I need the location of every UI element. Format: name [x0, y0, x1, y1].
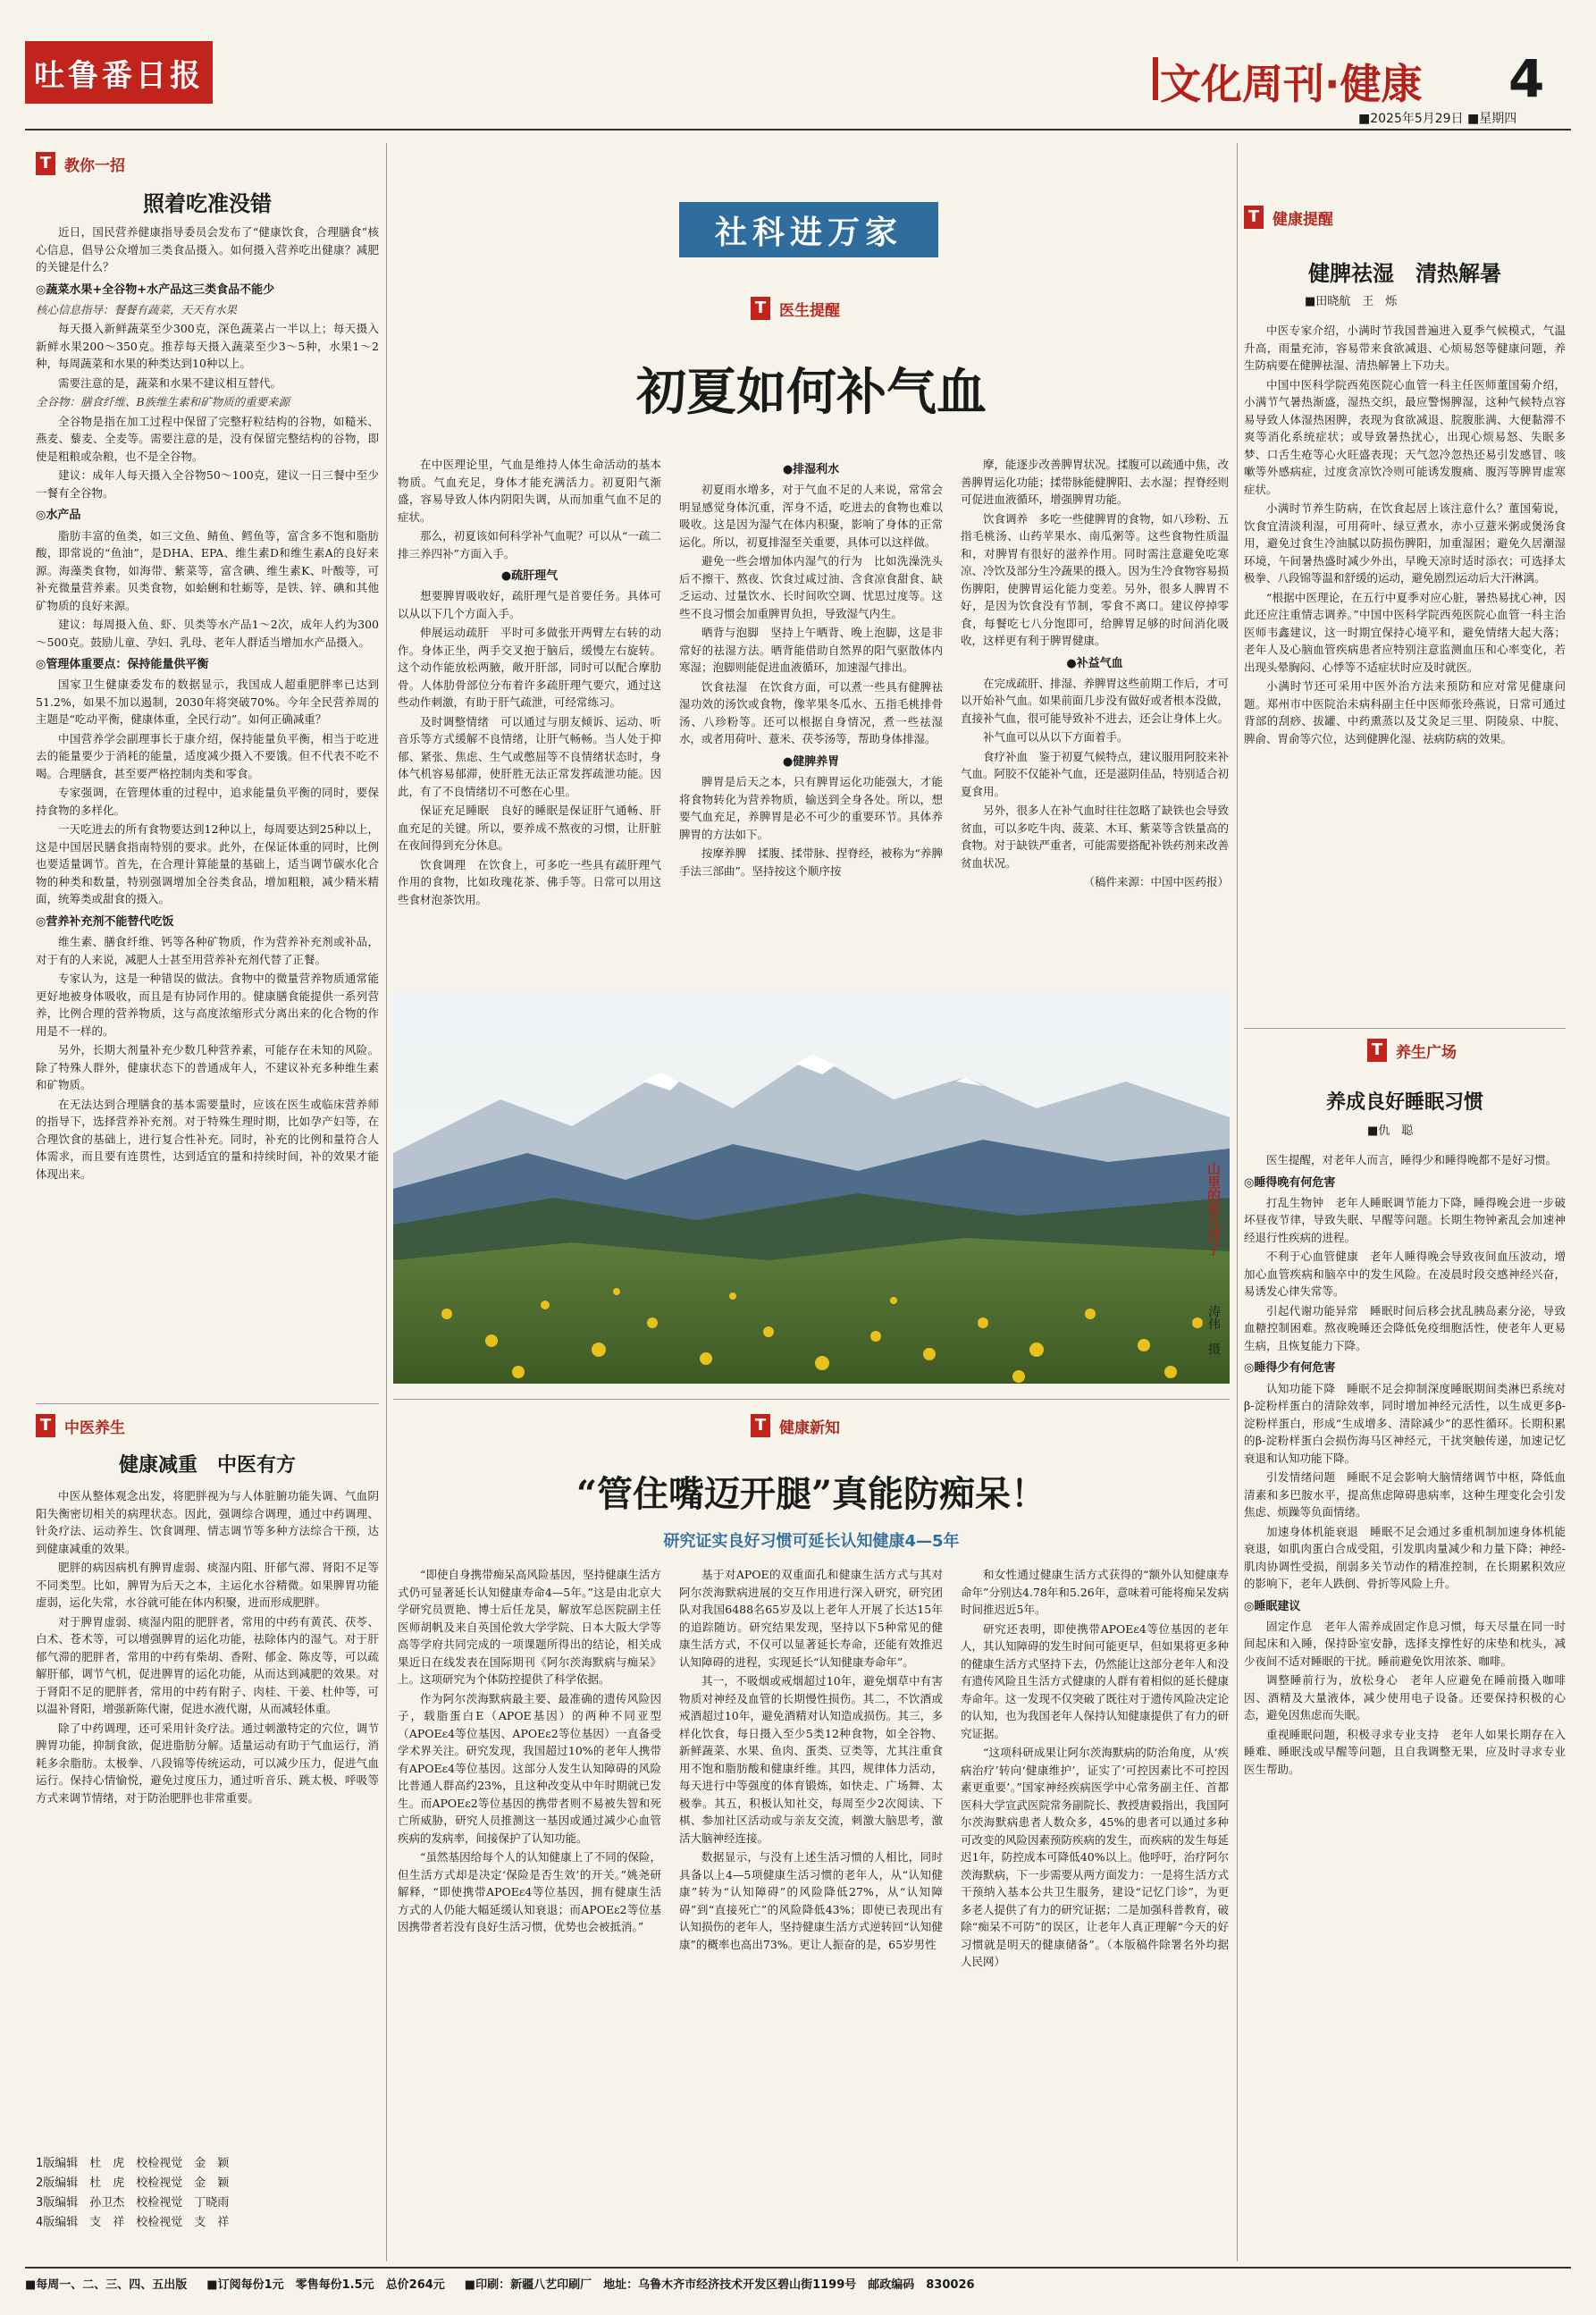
paragraph: 需要注意的是，蔬菜和水果不建议相互替代。 — [58, 375, 282, 390]
footer-print: ■印刷：新疆八艺印刷厂 地址：乌鲁木齐市经济技术开发区碧山街1199号 邮政编码 830026 — [464, 2278, 975, 2292]
section-title: 文化周刊·健康 — [1160, 60, 1423, 108]
paragraph: 在中医理论里，气血是维持人体生命活动的基本物质。气血充足，身体才能充满活力。初夏阳气渐盛，容易导致人体内阴阳失调，从而加重气血不足的症状。 — [398, 458, 661, 524]
paragraph: 作为阿尔茨海默病最主要、最准确的遗传风险因子，载脂蛋白E（APOE基因）的两种不同亚型（APOEε4等位基因、APOEε2等位基因）一直备受学术界关注。研究发现，我国超过10%的老年人携带有APOEε4等位基因。这部分人发生认知障碍的风险比普通人群高约23%，且这种改变从中年时期就已发生。而APOEε2等位基因的携带者则不易被失智和死亡所威胁，研究人员推测这一基因或通过减少心血管疾病的发病率，间接保护了认知功能。 — [398, 1691, 661, 1845]
tag-label: 医生提醒 — [779, 301, 840, 320]
tag-label: 健康新知 — [779, 1418, 840, 1437]
subheading: ◎蔬菜水果+全谷物+水产品这三类食品不能少 — [36, 282, 275, 297]
landscape-photo — [393, 992, 1230, 1384]
editor-credits — [36, 2154, 357, 2233]
article-title: 健康减重 中医有方 — [118, 1454, 296, 1477]
paragraph: 一天吃进去的所有食物要达到12种以上，每周要达到25种以上，这是中国居民膳食指南特别的要求。此外，在保证体重的同时，比例也要适量调节。首先，在合理计算能量的基础上，适当调节碳水化合物的种类和数量，特别强调增加全谷类食品，增加粗粮，减少精米精面，统筹类或甜食的摄入。 — [36, 822, 379, 906]
paragraph: 数据显示，与没有上述生活习惯的人相比，同时具备以上4—5项健康生活习惯的老年人，从“认知健康”转为“认知障碍”的风险降低27%，从“认知障碍”到“直接死亡”的风险降低43%；即使已表现出有认知损伤的老年人，坚持健康生活方式逆转回“认知健康”的概率也高出73%。更让人振奋的是，65岁男性 — [679, 1850, 943, 1951]
tag-label: 中医养生 — [64, 1418, 125, 1437]
section-tag — [751, 1412, 983, 1439]
article-column — [398, 456, 661, 983]
footer-publish: ■每周一、二、三、四、五出版 — [25, 2278, 188, 2292]
tag-label: 教你一招 — [64, 156, 125, 175]
subheading: ◎睡得少有何危害 — [1244, 1361, 1336, 1376]
paragraph: 每天摄入新鲜蔬菜至少300克，深色蔬菜占一半以上；每天摄入新鲜水果200～350克。推荐每天摄入蔬菜至少3～5种，水果1～2种，每周蔬菜和水果的种类达到10种以上。 — [36, 322, 379, 371]
paragraph: 及时调整情绪 可以通过与朋友倾诉、运动、听音乐等方式缓解不良情绪，让肝气畅畅。当人处于抑郁、紧张、焦虑、生气或憋屈等不良情绪状态时，身体气机容易郁滞，使肝胜无法正常发挥疏泄功能。因此，有了不良情绪切不可憋在心里。 — [398, 714, 661, 798]
section-divider — [393, 1399, 1230, 1400]
subheading: ●健脾养胃 — [782, 754, 840, 769]
paragraph: 认知功能下降 睡眠不足会抑制深度睡眠期间类淋巴系统对β-淀粉样蛋白的清除效率，同时增加神经元活性，以生成更多β-淀粉样蛋白，形成“生成增多、清除减少”的恶性循环。长期积累的β-淀粉样蛋白会损伤海马区神经元，干扰突触传递，加速记忆衰退和认知功能下降。 — [1244, 1381, 1566, 1465]
paragraph: 摩，能逐步改善脾胃状况。揉腹可以疏通中焦，改善脾胃运化功能；揉带脉能健脾阳、去水湿；捏脊经则可促进血液循环，增强脾胃功能。 — [961, 458, 1229, 506]
paragraph: 调整睡前行为，放松身心 老年人应避免在睡前摄入咖啡因、酒精及大量液体，减少使用电子设备。还要保持积极的心态，避免因焦虑而失眠。 — [1244, 1673, 1566, 1722]
section-tag — [1367, 1037, 1566, 1064]
section-divider — [36, 1403, 379, 1404]
tag-label: 健康提醒 — [1273, 210, 1333, 229]
article-column — [961, 1566, 1229, 2259]
subheading: ◎睡得晚有何危害 — [1244, 1175, 1336, 1190]
paragraph: 维生素、膳食纤维、钙等各种矿物质，作为营养补充剂或补品，对于有的人来说，减肥人士甚至用营养补充剂代替了正餐。 — [36, 935, 379, 966]
paragraph: 引起代谢功能异常 睡眠时间后移会扰乱胰岛素分泌，导致血糖控制困难。熬夜晚睡还会降低免疫细胞活性，使老年人更易生病，且恢复能力下降。 — [1244, 1303, 1566, 1352]
subheading: ●补益气血 — [1066, 656, 1123, 670]
subheading: ●排湿利水 — [782, 463, 840, 476]
article-byline: ■仇 聪 — [1367, 1124, 1414, 1138]
issue-date: ■2025年5月29日 ■星期四 — [1358, 112, 1517, 126]
footer-rule — [25, 2267, 1571, 2269]
paragraph: 和女性通过健康生活方式获得的“额外认知健康寿命年”分别达4.78年和5.26年，意味着可能将痴呆发病时间推迟近5年。 — [961, 1568, 1229, 1616]
tag-t-icon: T — [751, 297, 770, 320]
paragraph: 不利于心血管健康 老年人睡得晚会导致夜间血压波动，增加心血管疾病和脑卒中的发生风险。在凌晨时段交感神经兴奋，易诱发心律失常等。 — [1244, 1250, 1566, 1299]
footer — [25, 2275, 1571, 2294]
paragraph: “即使自身携带痴呆高风险基因，坚持健康生活方式仍可显著延长认知健康寿命4—5年。”这是由北京大学研究员贾艳、博士后任龙昊，解放军总医院副主任医师胡帆及来自英国伦敦大学学院、日本大阪大学等高等学府共同完成的一项课题所得出的结论，相关成果近日在线发表在国际期刊《阿尔茨海默病与痴呆》上。这项研究为个体防控提供了科学依据。 — [398, 1568, 661, 1686]
paragraph: 脂肪丰富的鱼类，如三文鱼、鲭鱼、鳕鱼等，富含多不饱和脂肪酸，即常说的“鱼油”，是DHA、EPA、维生素D和维生素A的良好来源。海藻类食物，如海带、紫菜等，富含碘、维生素K、叶酸等，可补充微量营养素。贝类食物，如蛤蜊和牡蛎等，是铁、锌、碘和其他矿物质的良好来源。 — [36, 528, 379, 612]
article-title: 养成良好睡眠习惯 — [1325, 1091, 1483, 1114]
article-title: 照着吃准没错 — [143, 191, 272, 216]
paragraph: “这项科研成果让阿尔茨海默病的防治角度，从‘疾病治疗’转向‘健康维护’，证实了‘可控因素比不可控因素更重要’。”国家神经疾病医学中心常务副主任、首都医科大学宣武医院常务副院长、教授唐毅指出，我国阿尔茨海默病患者人数众多，45%的患者可以通过多种可改变的风险因素预防疾病的发生，而疾病的发生每延迟1年，防控成本可降低40%以上。他呼吁，治疗阿尔茨海默病，下一步需要从两方面发力：一是将生活方式干预纳入基本公共卫生服务，建设“记忆门诊”，为更多老人提供了有力的研究证据；二是加强科普教育，破除“痴呆不可防”的误区，让老年人真正理解“今天的好习惯就是明天的健康储备”。（本版稿件除署名外均据人民网） — [961, 1746, 1229, 1968]
paragraph: 重视睡眠问题，积极寻求专业支持 老年人如果长期存在入睡难、睡眠浅或早醒等问题，且自我调整无果，应及时寻求专业医生帮助。 — [1244, 1727, 1566, 1776]
paragraph: 引发情绪问题 睡眠不足会影响大脑情绪调节中枢，降低血清素和多巴胺水平，提高焦虑障碍患病率，这种生理变化会引发焦虑、烦躁等负面情绪。 — [1244, 1470, 1566, 1519]
photo-credit: 涛伟 摄 — [1206, 1305, 1221, 1355]
paragraph: 建议：每周摄入鱼、虾、贝类等水产品1～2次，成年人约为300～500克。鼓励儿童、孕妇、乳母、老年人群适当增加水产品摄入。 — [36, 618, 379, 649]
article-body — [36, 223, 379, 1394]
paragraph: 饮食祛湿 在饮食方面，可以煮一些具有健脾祛湿功效的汤饮或食物，像苹果冬瓜水、五指毛桃排骨汤、八珍粉等。还可以根据自身情况，煮一些祛湿水，或者用荷叶、薏米、茯苓汤等，帮助身体排湿。 — [679, 679, 943, 746]
article-title: “管住嘴迈开腿”真能防痴呆！ — [575, 1473, 1046, 1515]
paragraph: 食疗补血 鉴于初夏气候特点，建议服用阿胶来补气血。阿胶不仅能补气血，还是滋阴佳品，特别适合初夏食用。 — [961, 749, 1229, 798]
paragraph: 另外，很多人在补气血时往往忽略了缺铁也会导致贫血，可以多吃牛肉、菠菜、木耳、紫菜等含铁量高的食物。对于缺铁严重者，可能需要搭配补铁药剂来改善贫血状况。 — [961, 804, 1229, 870]
section-divider — [1244, 1028, 1566, 1029]
article-title: 健脾祛湿 清热解暑 — [1308, 261, 1501, 286]
section-tag — [36, 150, 379, 177]
column-banner: 社科进万家 — [679, 202, 938, 257]
subheading: ◎睡眠建议 — [1244, 1599, 1301, 1613]
subheading: ◎水产品 — [36, 509, 81, 523]
paragraph: 近日，国民营养健康指导委员会发布了“健康饮食，合理膳食”核心信息，倡导公众增加三类食品摄入。如何摄入营养吃出健康？减肥的关键是什么？ — [36, 225, 379, 274]
paragraph: 专家认为，这是一种错误的做法。食物中的微量营养物质通常能更好地被身体吸收，而且是有协同作用的。健康膳食能提供一系列营养，比例合理的营养物质，这与高度浓缩形式分离出来的化合物的作用是不一样的。 — [36, 972, 379, 1038]
paragraph: 中国营养学会副理事长于康介绍，保持能量负平衡，相当于吃进去的能量要少于消耗的能量，适度减少摄入不要饿。但不代表不吃不喝。合理膳食，甚至要严格控制肉类和零食。 — [36, 731, 379, 780]
paragraph: 小满时节还可采用中医外治方法来预防和应对常见健康问题。郑州市中医院治未病科副主任中医师张玲燕说，日常可通过背部的刮痧、拔罐、中药熏蒸以及艾灸足三里、阴陵泉、中脘、脾俞、胃俞等穴位，达到健脾化湿、祛病防病的效果。 — [1244, 679, 1566, 745]
paragraph: “虽然基因给每个人的认知健康上了不同的保险，但生活方式却是决定‘保险是否生效’的开关。”姚尧研解释，“即使携带APOEε4等位基因，拥有健康生活方式的人仍能大幅延缓认知衰退；而APOEε2等位基因携带者若没有良好生活习惯，优势也会被抵消。” — [398, 1850, 661, 1933]
paragraph: 在无法达到合理膳食的基本需要量时，应该在医生或临床营养师的指导下，选择营养补充剂。对于特殊生理时期，比如孕产妇等，在合理饮食的基础上，进行复合性补充。同时，补充的比例和量符合人体需求，而且要有连贯性，达到适宜的量和持续时间，补的效果才能体现出来。 — [36, 1097, 379, 1181]
paragraph: 专家强调，在管理体重的过程中，追求能量负平衡的同时，要保持食物的多样化。 — [36, 786, 379, 817]
subheading: ●疏肝理气 — [500, 569, 559, 583]
paragraph: 对于脾胃虚弱、痰湿内阻的肥胖者，常用的中药有黄芪、茯苓、白术、苍术等，可以增强脾胃的运化功能，祛除体内的湿气。对于肝郁气滞的肥胖者，常用的中药有柴胡、香附、郁金、陈皮等，可以疏解肝郁，调节气机，促进脾胃的运化功能，从而达到减肥的效果。对于肾阳不足的肥胖者，常用的中药有附子、肉桂、干姜、杜仲等，可以温补肾阳，增强新陈代谢，促进水液代谢，从而减轻体重。 — [36, 1614, 379, 1715]
tag-t-icon: T — [751, 1414, 770, 1437]
masthead-rule — [25, 129, 1571, 130]
article-column — [398, 1566, 661, 2259]
section-divider — [1153, 57, 1158, 100]
paragraph: 初夏雨水增多，对于气血不足的人来说，常常会明显感觉身体沉重，浑身不适，吃进去的食物也难以吸收。这是因为湿气在体内积聚，影响了身体的正常运化。所以，初夏排湿至关重要，具体可以这样做。 — [679, 483, 943, 549]
paragraph: 小满时节养生防病，在饮食起居上该注意什么？董国菊说，饮食宜清淡利湿，可用荷叶、绿豆煮水，赤小豆薏米粥或煲汤食用，避免过食生冷油腻以防损伤脾阳，加重湿困；避免久居潮湿环境，午间暑热盛时减少外出，早晚天凉时适时添衣；可选择太极拳、八段锦等温和舒缓的运动，避免剧烈运动后大汗淋漓。 — [1244, 501, 1566, 585]
paragraph: 脾胃是后天之本，只有脾胃运化功能强大，才能将食物转化为营养物质，输送到全身各处。所以，想要气血充足，养脾胃是必不可少的重要环节。具体养脾胃的方法如下。 — [679, 775, 943, 841]
paragraph: 另外，长期大剂量补充少数几种营养素，可能存在未知的风险。除了特殊人群外，健康状态下的普通成年人，不建议补充多种维生素和矿物质。 — [36, 1043, 379, 1092]
photo-caption: 山里的花儿开了 — [1205, 1162, 1222, 1256]
paragraph: 中医从整体观念出发，将肥胖视为与人体脏腑功能失调、气血阴阳失衡密切相关的病理状态。因此，强调综合调理，通过中药调理、针灸疗法、运动养生、饮食调理、情志调节等多种方法综合干预，达到健康减重的效果。 — [36, 1489, 379, 1555]
paragraph: 建议：成年人每天摄入全谷物50～100克，建议一日三餐中至少一餐有全谷物。 — [36, 468, 379, 500]
tag-t-icon: T — [1367, 1039, 1387, 1062]
column-divider — [1237, 143, 1238, 2261]
masthead — [25, 25, 1571, 125]
tag-label: 养生广场 — [1396, 1043, 1457, 1062]
paragraph: 基于对APOE的双重面孔和健康生活方式与其对阿尔茨海默病进展的交互作用进行深入研究，研究团队对我国6488名65岁及以上老年人开展了长达15年的追踪随访。研究结果发现，坚持以下5种常见的健康生活方式，不仅可以显著延长寿命，还能有效推迟认知障碍的进程，实现延长“认知健康寿命年”。 — [679, 1568, 943, 1669]
paragraph: 国家卫生健康委发布的数据显示，我国成人超重肥胖率已达到51.2%，如果不加以遏制，2030年将突破70%。今年全民营养周的主题是“吃动平衡，健康体重，全民行动”。如何正确减重？ — [36, 678, 379, 727]
article-title: 初夏如何补气血 — [636, 363, 987, 422]
column-divider — [386, 143, 387, 2261]
editor-line: 4版编辑 支 祥 校检视觉 支 祥 — [36, 2216, 230, 2230]
article-column — [679, 1566, 943, 2259]
article-byline: ■田晓航 王 烁 — [1305, 295, 1398, 308]
article-column — [961, 456, 1229, 983]
subheading: ◎营养补充剂不能替代吃饭 — [36, 914, 174, 929]
paragraph: 保证充足睡眠 良好的睡眠是保证肝气通畅、肝血充足的关键。所以，要养成不熬夜的习惯，让肝脏在夜间得到充分休息。 — [398, 804, 661, 853]
paragraph: 补气血可以从以下方面着手。 — [983, 730, 1129, 745]
note: 全谷物：膳食纤维、B族维生素和矿物质的重要来源 — [36, 395, 290, 409]
paragraph: 饮食调理 在饮食上，可多吃一些具有疏肝理气作用的食物，比如玫瑰花茶、佛手等。日常可以用这些食材泡茶饮用。 — [398, 857, 661, 906]
paragraph: 除了中药调理，还可采用针灸疗法。通过刺激特定的穴位，调节脾胃功能，抑制食欲，促进脂肪分解。适量运动有助于气血运行，消耗多余脂肪。太极拳、八段锦等传统运动，可以减少压力，促进气血运行。保持心情愉悦，避免过度压力，通过听音乐、跳太极、呼吸等方式来调节情绪，对于防治肥胖也非常重要。 — [36, 1721, 379, 1805]
article-body — [1244, 1151, 1566, 2260]
source-note: （稿件来源：中国中医药报） — [1083, 875, 1229, 889]
paragraph: 其一，不吸烟或戒烟超过10年，避免烟草中有害物质对神经及血管的长期慢性损伤。其二，不饮酒或戒酒超过10年，避免酒精对认知造成损伤。其三，多样化饮食，每日摄入至少5类12种食物，如全谷物、新鲜蔬菜、水果、鱼肉、蛋类、豆类等，尤其注重食用不饱和脂肪酸和健康纤维。其四，规律体力活动，每天进行中等强度的体育锻炼，如快走、广场舞、太极拳。其五，积极认知社交，每周至少2次阅读、下棋、参加社区活动或与亲友交流，刺激大脑思考，激活大脑神经连接。 — [679, 1674, 943, 1845]
section-tag — [751, 295, 983, 322]
section-tag — [1244, 204, 1566, 231]
newspaper-logo: 吐鲁番日报 — [25, 41, 213, 104]
paragraph: 医生提醒，对老年人而言，睡得少和睡得晚都不是好习惯。 — [1266, 1153, 1558, 1166]
editor-line: 3版编辑 孙卫杰 校检视觉 丁晓雨 — [36, 2196, 230, 2210]
subheading: ◎管理体重要点：保持能量供平衡 — [36, 658, 209, 672]
paragraph: 打乱生物钟 老年人睡眠调节能力下降，睡得晚会进一步破坏昼夜节律，导致失眠、早醒等问题。长期生物钟紊乱会加速神经退行性疾病的进程。 — [1244, 1195, 1566, 1244]
paragraph: 中国中医科学院西苑医院心血管一科主任医师董国菊介绍，小满节气暑热渐盛，湿热交织，最应警惕脾湿，这种气候特点容易导致人体湿热困脾，表现为食欲减退、脘腹胀满、大便黏滞不爽等消化系统症状；或导致暑热扰心，出现心烦易怒、失眠多梦、口舌生疮等心火旺盛表现；天气忽冷忽热还易引发感冒、咳嗽等外感病症，过度贪凉饮冷则可能诱发腹痛、腹泻等脾胃虚寒症状。 — [1244, 377, 1566, 496]
article-body — [36, 1487, 379, 2149]
paragraph: 按摩养脾 揉腹、揉带脉、捏脊经，被称为“养脾手法三部曲”。坚持按这个顺序按 — [679, 846, 943, 878]
paragraph: 避免一些会增加体内湿气的行为 比如洗澡洗头后不擦干、熬夜、饮食过咸过油、含食凉食甜食、缺乏运动、过量饮水、长时间吹空调、忧思过度等。这些不良习惯会加重脾胃负担，导致湿气内生。 — [679, 554, 943, 620]
paragraph: 饮食调养 多吃一些健脾胃的食物，如八珍粉、五指毛桃汤、山药苹果水、南瓜粥等。这些食物性质温和，对脾胃有很好的滋养作用。同时需注意避免吃寒凉、冷饮及部分生冷蔬果的摄入。因为生冷食物容易损伤脾阳，使脾胃运化能力变差。另外，很多人脾胃不好，是因为饮食没有节制，零食不离口。建议停掉零食，每餐吃七八分饱即可，给脾胃足够的时间消化吸收，这样更有利于脾胃健康。 — [961, 511, 1229, 647]
paragraph: 全谷物是指在加工过程中保留了完整籽粒结构的谷物，如糙米、燕麦、藜麦、全麦等。需要注意的是，没有保留完整结构的谷物，即使是粗粮或杂粮，也不是全谷物。 — [36, 414, 379, 463]
page-number: 4 — [1508, 48, 1545, 109]
paragraph: 想要脾胃吸收好，疏肝理气是首要任务。具体可以从以下几个方面入手。 — [398, 589, 661, 620]
footer-price: ■订阅每份1元 零售每份1.5元 总价264元 — [206, 2278, 445, 2292]
paragraph: 那么，初夏该如何科学补气血呢？可以从“一疏二排三养四补”方面入手。 — [398, 529, 661, 560]
article-column — [679, 456, 943, 983]
article-body — [1244, 322, 1566, 1019]
editor-line: 1版编辑 杜 虎 校检视觉 金 颖 — [36, 2157, 230, 2170]
section-tag — [36, 1412, 379, 1439]
paragraph: “根据中医理论，在五行中夏季对应心脏，暑热易扰心神，因此还应注重情志调养。”中国中医科学院西苑医院心血管一科主治医师韦鑫建议，这一时期宜保持心境平和，避免情绪大起大落；老年人及心脑血管疾病患者应特别注意监测血压和心率变化，若出现头晕胸闷、心悸等不适症状时应及时就医。 — [1244, 590, 1566, 674]
paragraph: 研究还表明，即使携带APOEε4等位基因的老年人，其认知障碍的发生时间可能更早，但如果将更多种的健康生活方式坚持下去，仍然能让这部分老年人和没有遗传风险且生活方式健康的人群有着相似的延长健康寿命年。这一发现不仅突破了既往对于遗传风险决定论的认知，也为我国老年人保持认知健康提供了有力的研究证据。 — [961, 1621, 1229, 1740]
paragraph: 加速身体机能衰退 睡眠不足会通过多重机制加速身体机能衰退，如肌肉蛋白合成受阻，引发肌肉量减少和力量下降；神经-肌肉协调性受损，削弱多关节动作的精准控制，在长期累积效应的影响下，老年人跌倒、骨折等风险上升。 — [1244, 1524, 1566, 1591]
note: 核心信息指导：餐餐有蔬菜，天天有水果 — [36, 302, 238, 316]
paragraph: 伸展运动疏肝 平时可多做张开两臂左右转的动作。身体正坐，两手交叉抱于脑后，缓慢左右旋转。这个动作能放松两腋，敞开肝部，同时可以配合摩肋骨。人体肋骨部位分布着许多疏肝理气要穴，通过这些动作刺激，有助于肝气疏泄，可经常练习。 — [398, 626, 661, 710]
paragraph: 晒背与泡脚 坚持上午晒背、晚上泡脚，这是非常好的祛湿方法。晒背能借助自然界的阳气驱散体内寒湿；泡脚则能促进血液循环，加速湿气排出。 — [679, 626, 943, 675]
article-subtitle: 研究证实良好习惯可延长认知健康4—5年 — [663, 1532, 960, 1551]
tag-t-icon: T — [36, 152, 55, 175]
paragraph: 肥胖的病因病机有脾胃虚弱、痰湿内阻、肝郁气滞、肾阳不足等不同类型。比如，脾胃为后天之本，主运化水谷精微。如果脾胃功能虚弱，运化失常，水谷就可能在体内积聚，进而形成肥胖。 — [36, 1561, 379, 1609]
mountain-flower-illustration — [393, 992, 1230, 1384]
paragraph: 中医专家介绍，小满时节我国普遍进入夏季气候模式，气温升高，雨量充沛，容易带来食欲减退、心烦易怒等健康问题，养生防病要在健脾祛湿、清热解暑上下功夫。 — [1244, 324, 1566, 372]
paragraph: 固定作息 老年人需养成固定作息习惯，每天尽量在同一时间起床和入睡，保持卧室安静，选择支撑性好的床垫和枕头，减少夜间不适对睡眠的干扰。睡前避免饮用浓茶、咖啡。 — [1244, 1619, 1566, 1668]
editor-line: 2版编辑 杜 虎 校检视觉 金 颖 — [36, 2176, 230, 2191]
paragraph: 在完成疏肝、排湿、养脾胃这些前期工作后，才可以开始补气血。如果前面几步没有做好或者根本没做，直接补气血，很可能导致补不进去，还会让身体上火。 — [961, 676, 1229, 725]
tag-t-icon: T — [1244, 206, 1264, 229]
tag-t-icon: T — [36, 1414, 55, 1437]
